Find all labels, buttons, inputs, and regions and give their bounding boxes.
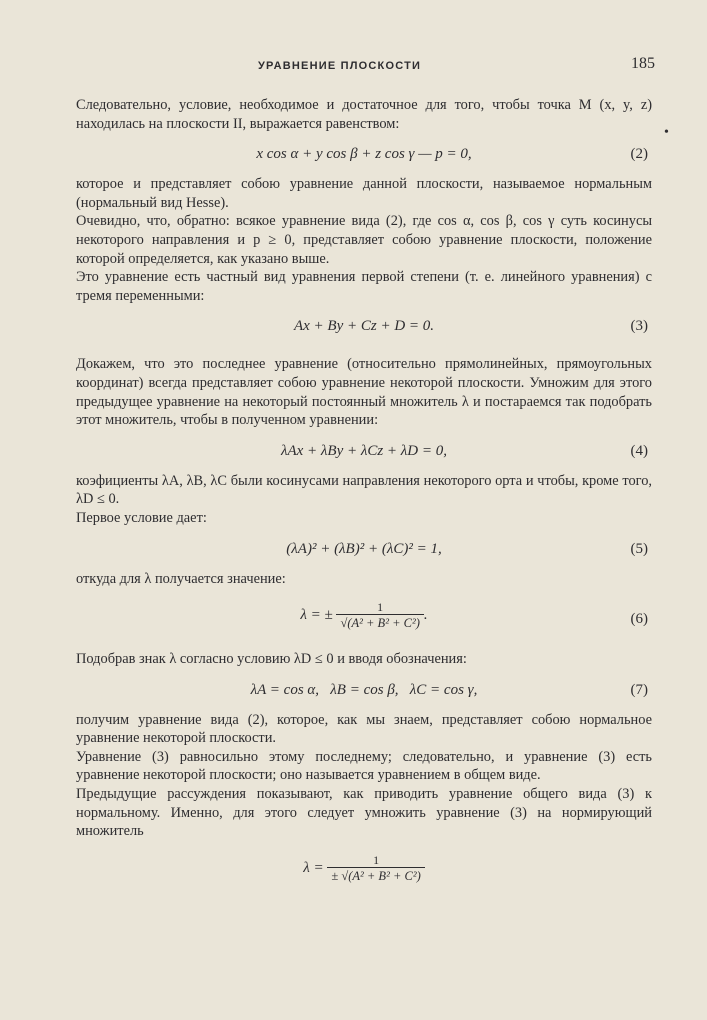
equation-8-lhs: λ = [303,859,324,876]
equation-5-number: (5) [630,540,648,557]
equation-4-number: (4) [630,442,648,459]
equation-4 [76,438,652,464]
equation-4-formula: λAx + λBy + λCz + λD = 0, [280,442,448,459]
equation-7-formula: λA = cos α, λB = cos β, λC = cos γ, [250,681,478,698]
page-header [76,54,655,76]
equation-6-fraction [336,600,423,631]
equation-6-lhs: λ = ± [300,607,333,624]
equation-6-tail: . [423,607,428,624]
paragraph-1: Следовательно, условие, необходимое и достаточное для того, чтобы точка M (x, y, z) находилась на плоскости II, выражается равенством: [76,97,652,132]
equation-6-number: (6) [630,611,648,628]
equation-3-number: (3) [630,318,648,335]
equation-3-formula: Ax + By + Cz + D = 0. [293,318,435,335]
paragraph-7: Первое условие дает: [76,509,207,526]
equation-2 [76,141,652,167]
equation-7 [76,677,652,703]
equation-7-number: (7) [630,681,648,698]
equation-8-fraction [327,853,424,884]
equation-5 [76,536,652,562]
paragraph-2: которое и представляет собою уравнение данной плоскости, называемое нормальным (нормальный вид Hesse). [76,176,652,211]
equation-8-formula [76,853,652,884]
equation-8-numerator: 1 [373,852,380,867]
equation-8 [76,849,652,895]
paragraph-3: Очевидно, что, обратно: всякое уравнение вида (2), где cos α, cos β, cos γ суть косинусы некоторого направления и p ≥ 0, представляет собою уравнение плоскости, положение которой определяется, как указано выше. [76,213,652,267]
paragraph-5: Докажем, что это последнее уравнение (относительно прямолинейных, прямоугольных координат) всегда представляет собою уравнение некоторой плоскости. Умножим для этого предыдущее уравнение на некоторый постоянный множитель λ и постараемся так подобрать этот множитель, чтобы в полученном уравнении: [76,356,652,429]
paragraph-6: коэфициенты λA, λB, λC были косинусами направления некоторого орта и чтобы, кроме того, λD ≤ 0. [76,472,652,508]
paragraph-12: Предыдущие рассуждения показывают, как приводить уравнение общего вида (3) к нормальному. Именно, для этого следует умножить уравнение (3) на нормирующий множитель [76,786,652,840]
equation-8-denominator: ± √(A² + B² + C²) [327,867,424,884]
paragraph-4: Это уравнение есть частный вид уравнения первой степени (т. е. линейного уравнения) с тремя переменными: [76,269,652,304]
equation-5-formula: (λA)² + (λB)² + (λC)² = 1, [286,540,442,557]
margin-mark: • [664,125,669,140]
equation-6-formula [76,600,652,631]
page-number: 185 [631,55,655,72]
paragraph-11: Уравнение (3) равносильно этому последнему; следовательно, и уравнение (3) есть уравнение некоторой плоскости; оно называется уравнением в общем виде. [76,748,652,784]
paragraph-10: получим уравнение вида (2), которое, как мы знаем, представляет собою нормальное уравнение некоторой плоскости. [76,711,652,747]
equation-2-number: (2) [630,146,648,163]
page-body [76,96,652,903]
running-head: УРАВНЕНИЕ ПЛОСКОСТИ [258,60,422,72]
equation-3 [76,313,652,339]
paragraph-9: Подобрав знак λ согласно условию λD ≤ 0 и вводя обозначения: [76,651,467,668]
equation-6 [76,596,652,642]
equation-2-formula: x cos α + y cos β + z cos γ — p = 0, [256,146,472,163]
equation-6-denominator: √(A² + B² + C²) [336,614,423,631]
equation-6-numerator: 1 [377,600,384,615]
paragraph-8: откуда для λ получается значение: [76,570,286,587]
